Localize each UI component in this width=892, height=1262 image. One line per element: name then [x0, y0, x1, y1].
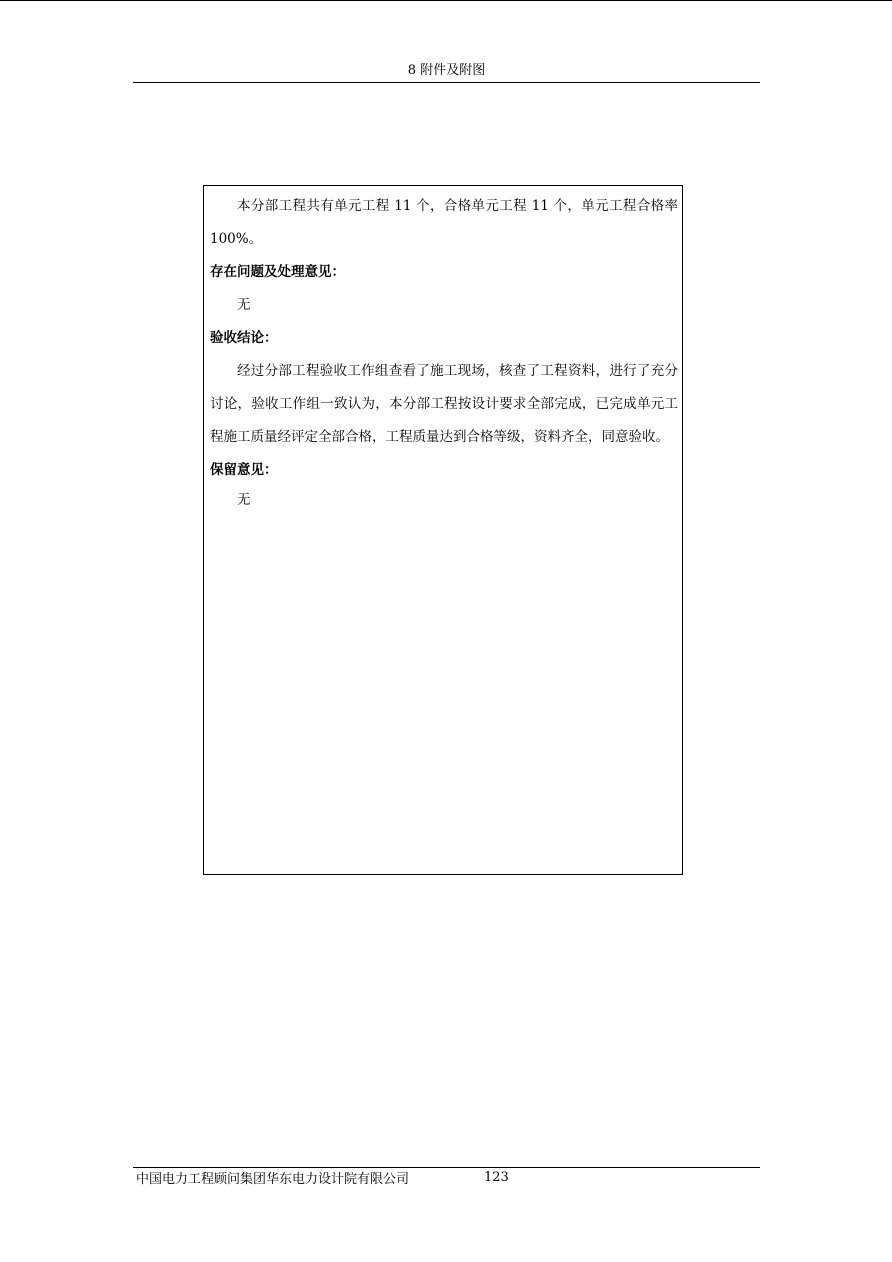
box-content — [210, 190, 678, 513]
reservations-heading: 保留意见： — [210, 462, 278, 478]
header-rule — [133, 82, 760, 83]
reservations-value: 无 — [237, 492, 251, 508]
footer-company-name: 中国电力工程顾问集团华东电力设计院有限公司 — [136, 1172, 410, 1187]
acceptance-opinion-box — [203, 185, 683, 875]
issues-heading: 存在问题及处理意见： — [210, 264, 345, 280]
issues-value: 无 — [237, 297, 251, 313]
conclusion-paragraph: 经过分部工程验收工作组查看了施工现场，核查了工程资料，进行了充分讨论，验收工作组一致认为，本分部工程按设计要求全部完成，已完成单元工程施工质量经评定全部合格，工程质量达到合格等级，资料齐全，同意验收。 — [210, 363, 678, 445]
footer-rule — [133, 1167, 760, 1168]
footer-page-number: 123 — [484, 1170, 509, 1185]
summary-paragraph: 本分部工程共有单元工程 11 个，合格单元工程 11 个，单元工程合格率 100%。 — [210, 198, 678, 247]
page-header-title: 8 附件及附图 — [407, 63, 486, 78]
page-top-border — [0, 0, 892, 1]
conclusion-heading: 验收结论： — [210, 330, 278, 346]
